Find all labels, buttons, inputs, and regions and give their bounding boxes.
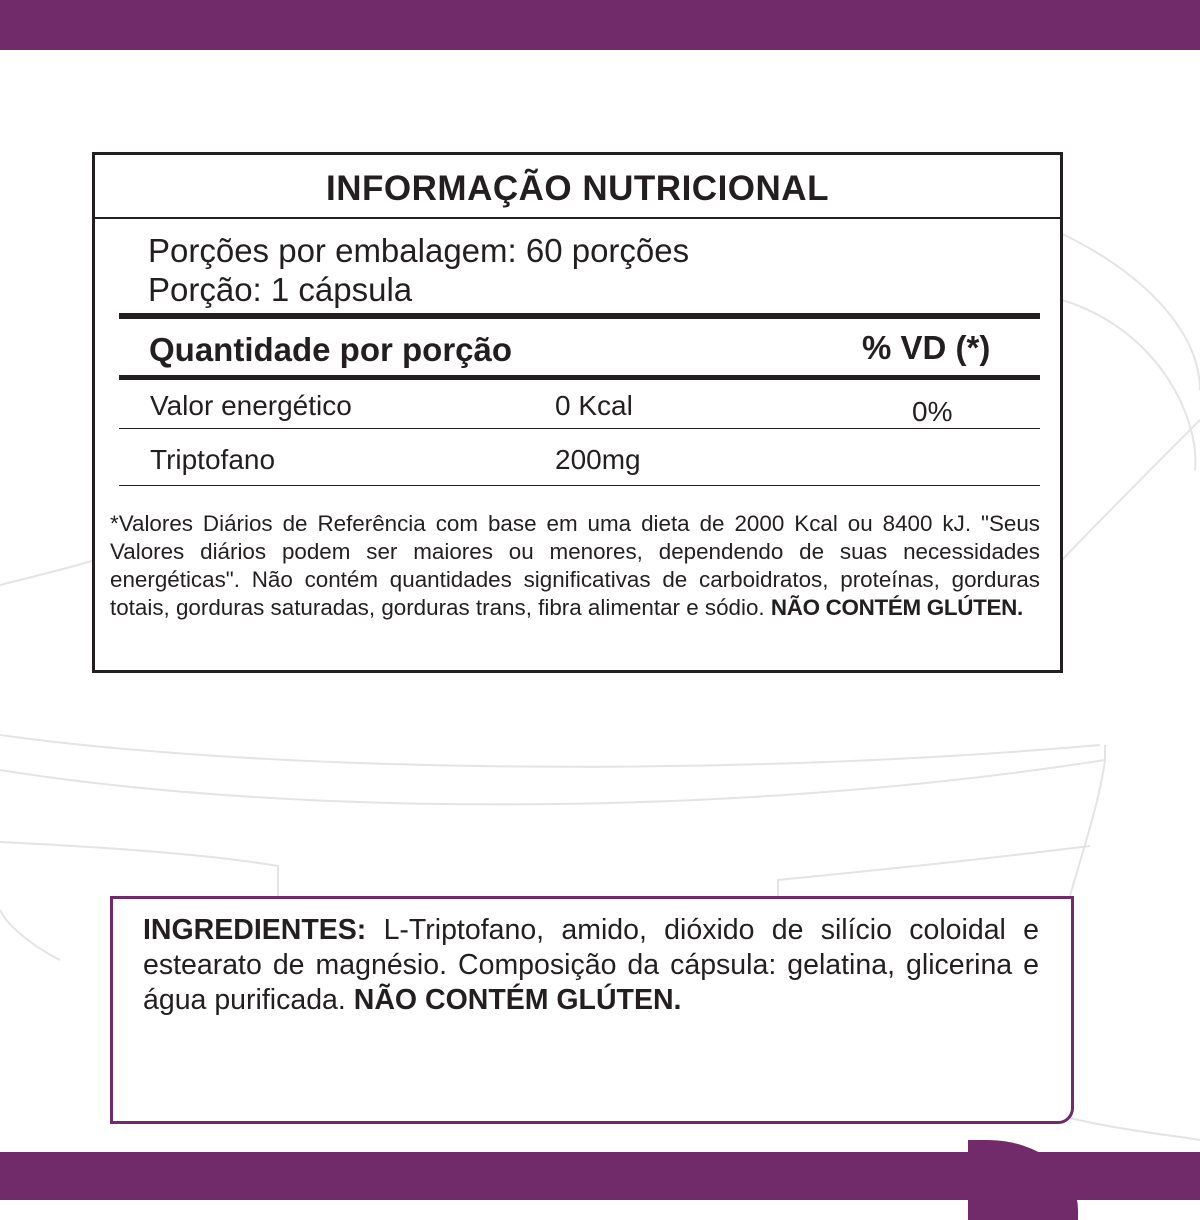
row-energy-name: Valor energético [150,390,352,421]
nutrition-facts-table [92,152,1063,673]
ingredients-gluten-notice: NÃO CONTÉM GLÚTEN. [353,984,682,1016]
header-daily-value: % VD (*) [862,329,991,366]
servings-info [148,231,689,309]
bottom-brand-bar [0,1152,1200,1200]
row-energy-dv: 0% [912,396,953,427]
servings-per-package: Porções por embalagem: 60 porções [148,232,690,269]
nutrition-title: INFORMAÇÃO NUTRICIONAL [95,155,1060,219]
divider-thin [119,428,1040,429]
nutrition-footnote [110,510,1040,622]
header-quantity-per-serving: Quantidade por porção [149,331,513,368]
divider-thin [119,485,1040,486]
gluten-free-notice: NÃO CONTÉM GLÚTEN. [770,595,1023,620]
divider-thick [119,375,1040,380]
ingredients-label: INGREDIENTES: [143,914,367,946]
ingredients-list: L-Triptofano, amido, dióxido de silício coloidal e estearato de magnésio. Composição da cápsula: gelatina, glicerina e água purificada. [143,914,1040,1016]
divider-thick [119,313,1040,319]
ingredients-text [143,913,1039,1018]
row-tryptophan-amount: 200mg [555,444,641,475]
row-energy-amount: 0 Kcal [555,390,633,421]
serving-size: Porção: 1 cápsula [148,271,413,308]
ingredients-box [110,896,1074,1124]
row-tryptophan-name: Triptofano [150,444,276,475]
footnote-text: *Valores Diários de Referência com base em uma dieta de 2000 Kcal ou 8400 kJ. "Seus Valores diários podem ser maiores ou menores, dependendo de suas necessidades energéticas". Não contém quantidades significativas de carboidratos, proteínas, gorduras totais, gorduras saturadas, gorduras trans, fibra alimentar e sódio. [110,511,1040,620]
